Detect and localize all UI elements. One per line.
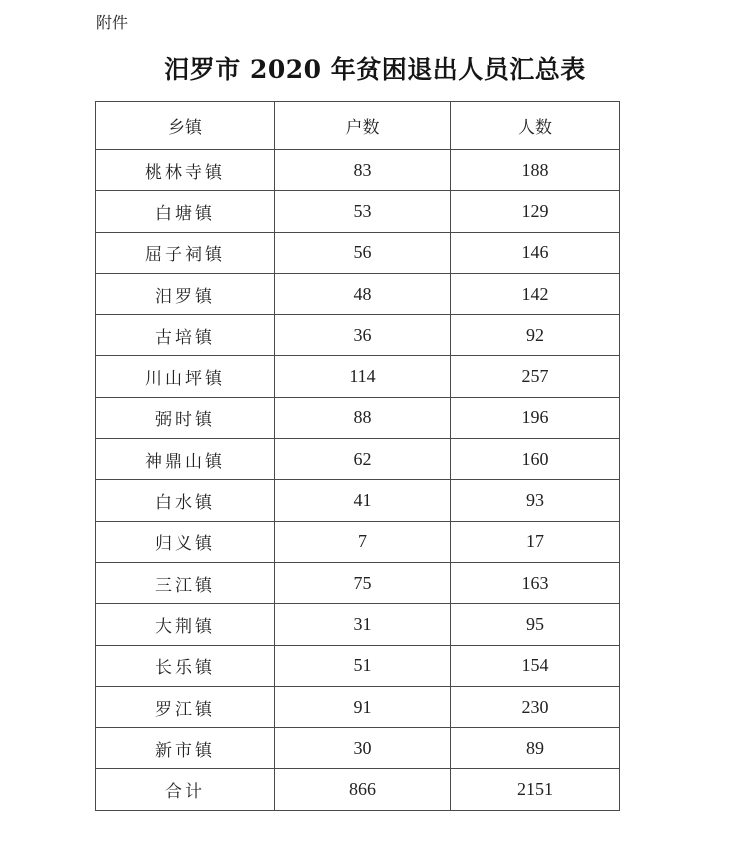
table-row — [96, 191, 620, 232]
table-row — [96, 686, 620, 727]
households-cell: 75 — [275, 562, 451, 603]
table-total-row — [96, 769, 620, 810]
town-cell: 大荆镇 — [96, 604, 275, 645]
people-cell: 93 — [451, 480, 620, 521]
table-row — [96, 356, 620, 397]
column-header-households: 户数 — [275, 102, 451, 150]
households-cell: 62 — [275, 439, 451, 480]
table-row — [96, 273, 620, 314]
table-row — [96, 232, 620, 273]
attachment-label: 附件 — [96, 13, 129, 32]
households-cell: 91 — [275, 686, 451, 727]
column-header-people: 人数 — [451, 102, 620, 150]
table-row — [96, 397, 620, 438]
people-cell: 160 — [451, 439, 620, 480]
households-cell: 866 — [275, 769, 451, 810]
households-cell: 88 — [275, 397, 451, 438]
town-cell: 川山坪镇 — [96, 356, 275, 397]
households-cell: 41 — [275, 480, 451, 521]
town-cell: 神鼎山镇 — [96, 439, 275, 480]
table-row — [96, 315, 620, 356]
table-header-row — [96, 102, 620, 150]
town-cell: 古培镇 — [96, 315, 275, 356]
households-cell: 30 — [275, 728, 451, 769]
town-cell: 罗江镇 — [96, 686, 275, 727]
people-cell: 146 — [451, 232, 620, 273]
people-cell: 92 — [451, 315, 620, 356]
people-cell: 163 — [451, 562, 620, 603]
households-cell: 36 — [275, 315, 451, 356]
town-cell: 三江镇 — [96, 562, 275, 603]
households-cell: 7 — [275, 521, 451, 562]
town-cell: 新市镇 — [96, 728, 275, 769]
people-cell: 2151 — [451, 769, 620, 810]
table-row — [96, 645, 620, 686]
people-cell: 188 — [451, 150, 620, 191]
people-cell: 154 — [451, 645, 620, 686]
table-row — [96, 604, 620, 645]
town-cell: 白塘镇 — [96, 191, 275, 232]
town-cell: 屈子祠镇 — [96, 232, 275, 273]
town-cell: 桃林寺镇 — [96, 150, 275, 191]
column-header-town: 乡镇 — [96, 102, 275, 150]
people-cell: 89 — [451, 728, 620, 769]
table-row — [96, 562, 620, 603]
households-cell: 53 — [275, 191, 451, 232]
households-cell: 31 — [275, 604, 451, 645]
town-cell: 合计 — [96, 769, 275, 810]
town-cell: 归义镇 — [96, 521, 275, 562]
table-row — [96, 480, 620, 521]
people-cell: 95 — [451, 604, 620, 645]
document-title: 汨罗市 2020 年贫困退出人员汇总表 — [164, 55, 586, 84]
households-cell: 48 — [275, 273, 451, 314]
town-cell: 弼时镇 — [96, 397, 275, 438]
people-cell: 257 — [451, 356, 620, 397]
households-cell: 56 — [275, 232, 451, 273]
people-cell: 196 — [451, 397, 620, 438]
people-cell: 129 — [451, 191, 620, 232]
households-cell: 114 — [275, 356, 451, 397]
table-row — [96, 728, 620, 769]
table-row — [96, 521, 620, 562]
people-cell: 17 — [451, 521, 620, 562]
town-cell: 白水镇 — [96, 480, 275, 521]
households-cell: 83 — [275, 150, 451, 191]
table-row — [96, 150, 620, 191]
people-cell: 230 — [451, 686, 620, 727]
town-cell: 汨罗镇 — [96, 273, 275, 314]
summary-table — [95, 101, 620, 811]
people-cell: 142 — [451, 273, 620, 314]
households-cell: 51 — [275, 645, 451, 686]
town-cell: 长乐镇 — [96, 645, 275, 686]
table-body — [96, 150, 620, 811]
table-row — [96, 439, 620, 480]
